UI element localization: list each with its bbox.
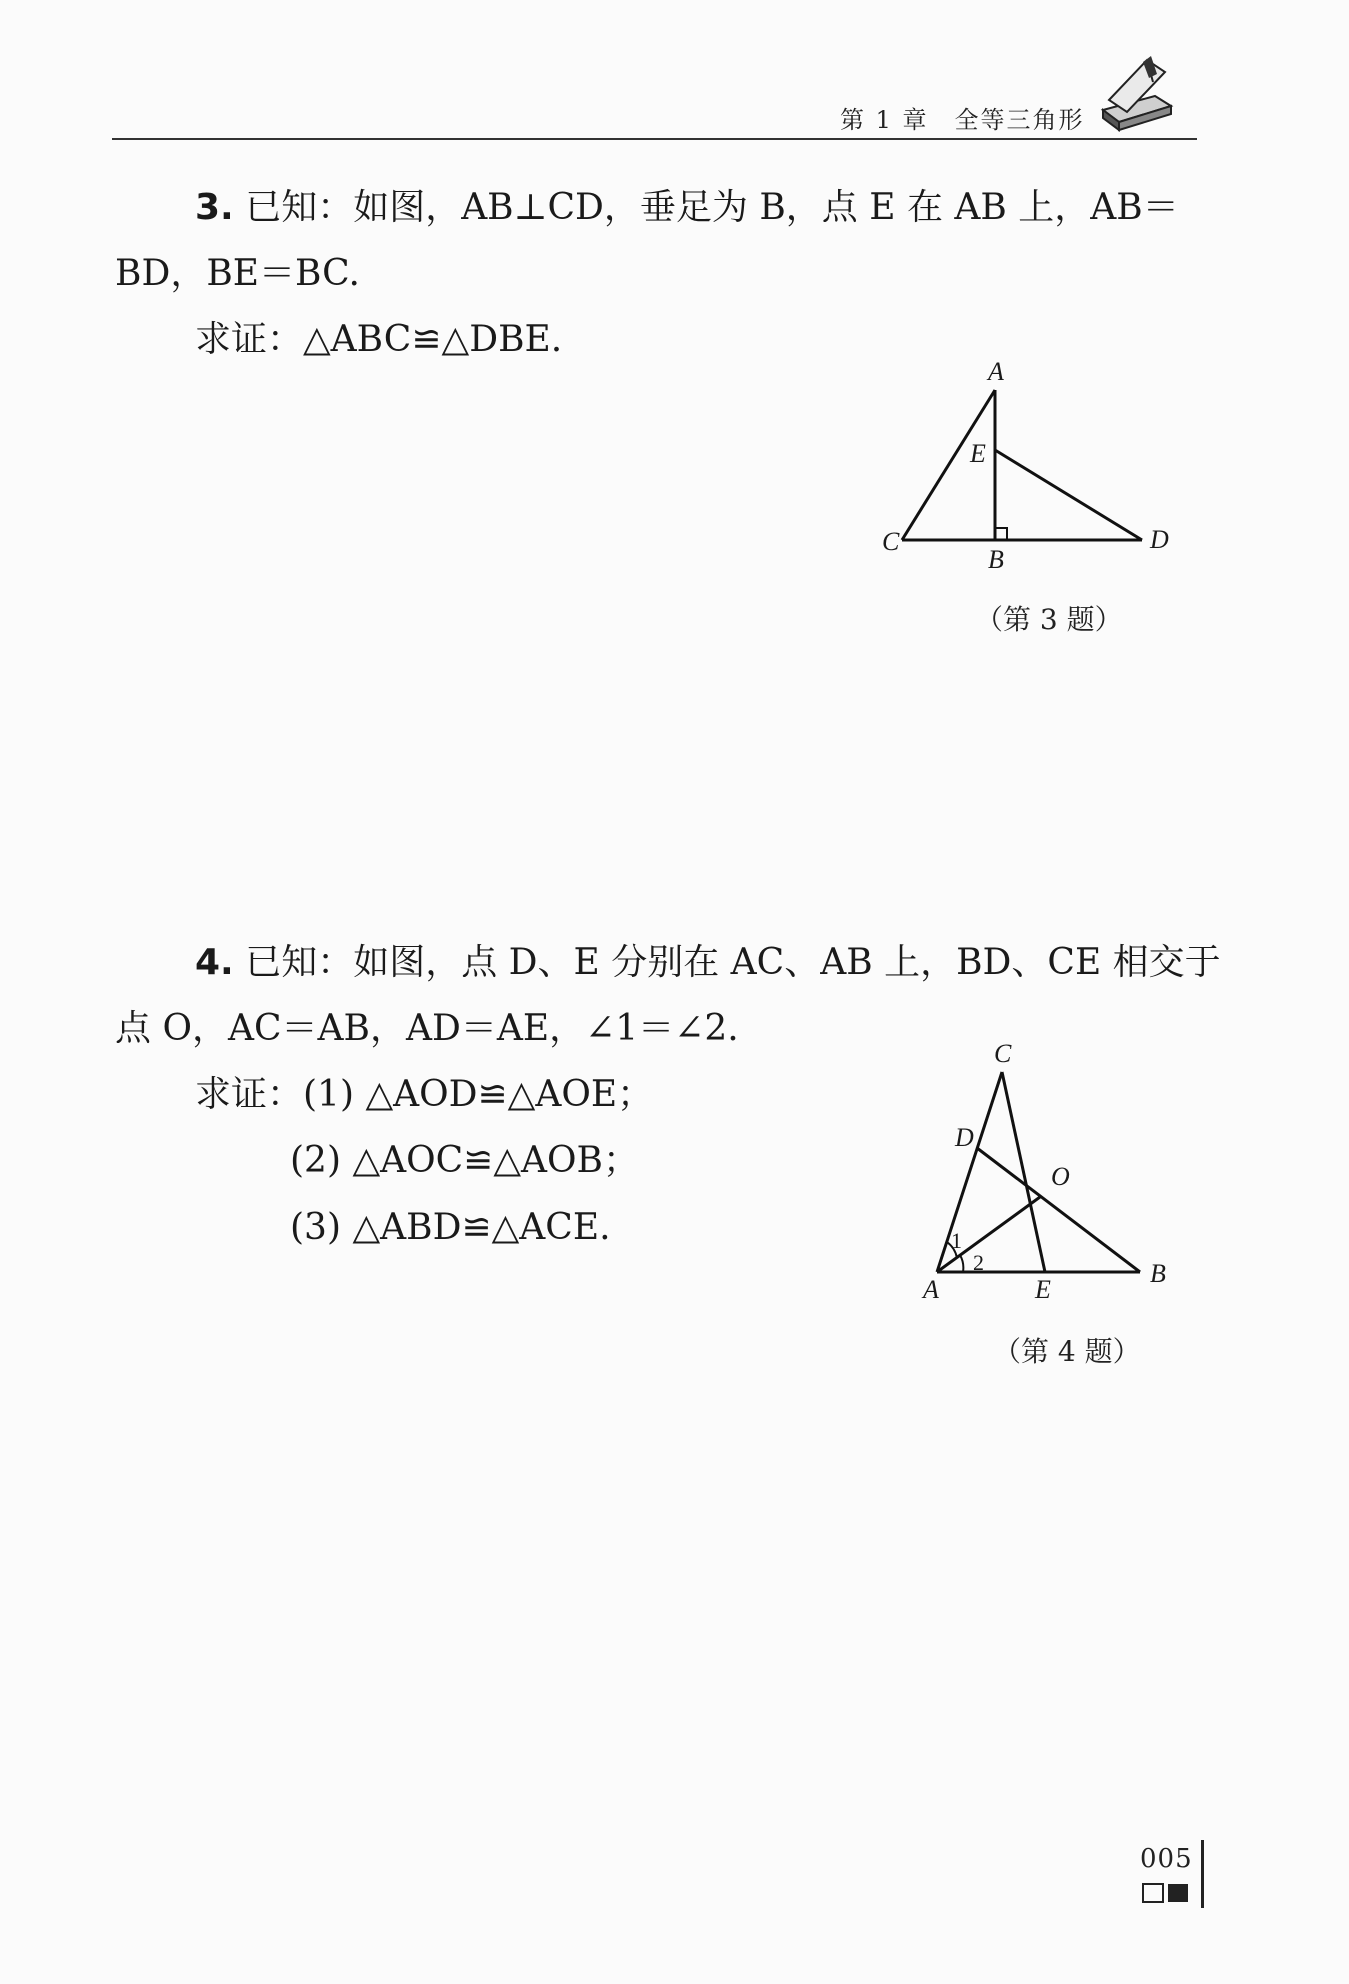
- problem-3-figure: [870, 350, 1180, 585]
- label-a: A: [923, 1275, 939, 1304]
- label-b: B: [1150, 1259, 1166, 1288]
- label-e: E: [1035, 1275, 1051, 1304]
- segment-ed: [995, 450, 1142, 540]
- label-angle-2: 2: [973, 1250, 984, 1275]
- segment-ac: [937, 1072, 1002, 1272]
- problem-3-line-2: BD，BE＝BC.: [115, 253, 360, 294]
- label-o: O: [1051, 1162, 1070, 1191]
- page-marker-icon: [1141, 1881, 1201, 1905]
- label-d: D: [1150, 525, 1169, 554]
- label-e: E: [970, 439, 986, 468]
- problem-3-caption: （第 3 题）: [975, 603, 1123, 636]
- problem-4-prove-2: (2) △AOC≌△AOB；: [290, 1140, 639, 1181]
- problem-4-given-text: 已知：如图，点 D、E 分别在 AC、AB 上，BD、CE 相交于: [245, 942, 1221, 983]
- footer-rule: [1201, 1840, 1204, 1908]
- problem-3-given-text: 已知：如图，AB⊥CD，垂足为 B，点 E 在 AB 上，AB＝: [245, 187, 1179, 228]
- page-number: 005: [1140, 1844, 1193, 1874]
- right-angle-mark: [995, 528, 1007, 540]
- problem-4-caption: （第 4 题）: [993, 1335, 1141, 1368]
- problem-3-prove: 求证：△ABC≌△DBE.: [195, 319, 563, 360]
- problem-4-line-2: 点 O，AC＝AB，AD＝AE，∠1＝∠2.: [115, 1008, 739, 1049]
- problem-3-line-1: [195, 187, 1179, 228]
- label-angle-1: 1: [951, 1228, 962, 1253]
- book-icon: [1095, 52, 1175, 134]
- label-c: C: [994, 1039, 1012, 1068]
- problem-4-line-1: [195, 942, 1221, 983]
- chapter-header: 第 1 章 全等三角形: [840, 106, 1085, 134]
- problem-4-number: 4.: [195, 942, 234, 983]
- label-c: C: [882, 527, 900, 556]
- angle-2-arc: [960, 1255, 963, 1272]
- label-d: D: [955, 1123, 974, 1152]
- header-rule: [112, 138, 1197, 140]
- problem-4-prove-1: 求证：(1) △AOD≌△AOE；: [195, 1074, 654, 1115]
- problem-4-figure: [905, 1030, 1195, 1305]
- label-a: A: [988, 357, 1004, 386]
- problem-4-prove-3: (3) △ABD≌△ACE.: [290, 1207, 611, 1248]
- problem-3-number: 3.: [195, 187, 234, 228]
- label-b: B: [988, 545, 1004, 574]
